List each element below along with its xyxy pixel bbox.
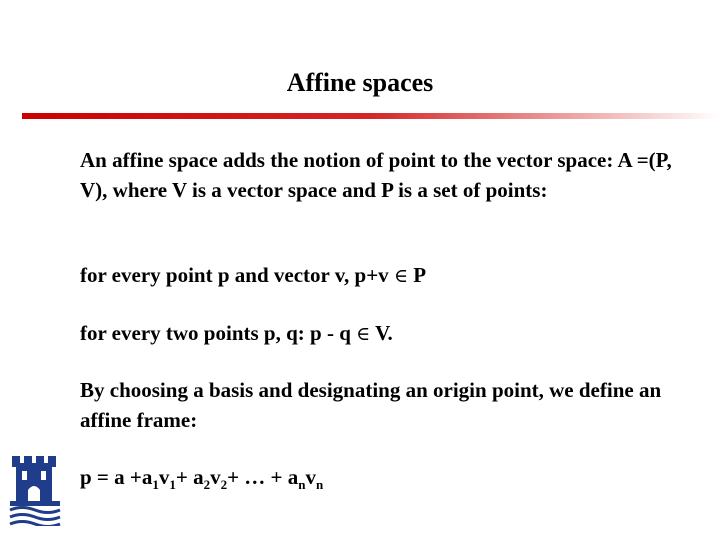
element-of-symbol: ∈ — [356, 323, 371, 345]
rule-point-plus-vector — [80, 260, 680, 291]
subscript: n — [298, 477, 306, 492]
formula-tail: + … + a — [227, 465, 299, 489]
subscript: 1 — [169, 477, 176, 492]
subscript: 1 — [152, 477, 159, 492]
element-of-symbol: ∈ — [393, 265, 409, 287]
rule-text: for every two points p, q: p - q — [80, 321, 357, 345]
rule-point-difference — [80, 318, 680, 349]
affine-frame-formula — [80, 462, 680, 492]
rule-set: P — [408, 263, 427, 287]
formula-v: v — [305, 465, 317, 489]
formula-v: v — [158, 465, 170, 489]
formula-term: + a — [175, 465, 204, 489]
rule-set: V. — [370, 321, 393, 345]
subscript: n — [316, 477, 324, 492]
slide-title: Affine spaces — [286, 68, 434, 97]
title-underline — [22, 113, 720, 119]
subscript: 2 — [220, 477, 228, 492]
frame-paragraph: By choosing a basis and designating an origin point, we define an affine frame: — [80, 378, 662, 432]
subscript: 2 — [203, 477, 211, 492]
formula-v: v — [210, 465, 221, 489]
definition-paragraph: An affine space adds the notion of point to the vector space: A =(P, V), where V is a vector space and P is a set of points: — [80, 148, 672, 202]
rule-text: for every point p and vector v, p+v — [80, 263, 394, 287]
castle-crest-icon — [8, 454, 62, 526]
formula-lhs: p = a +a — [80, 465, 153, 489]
